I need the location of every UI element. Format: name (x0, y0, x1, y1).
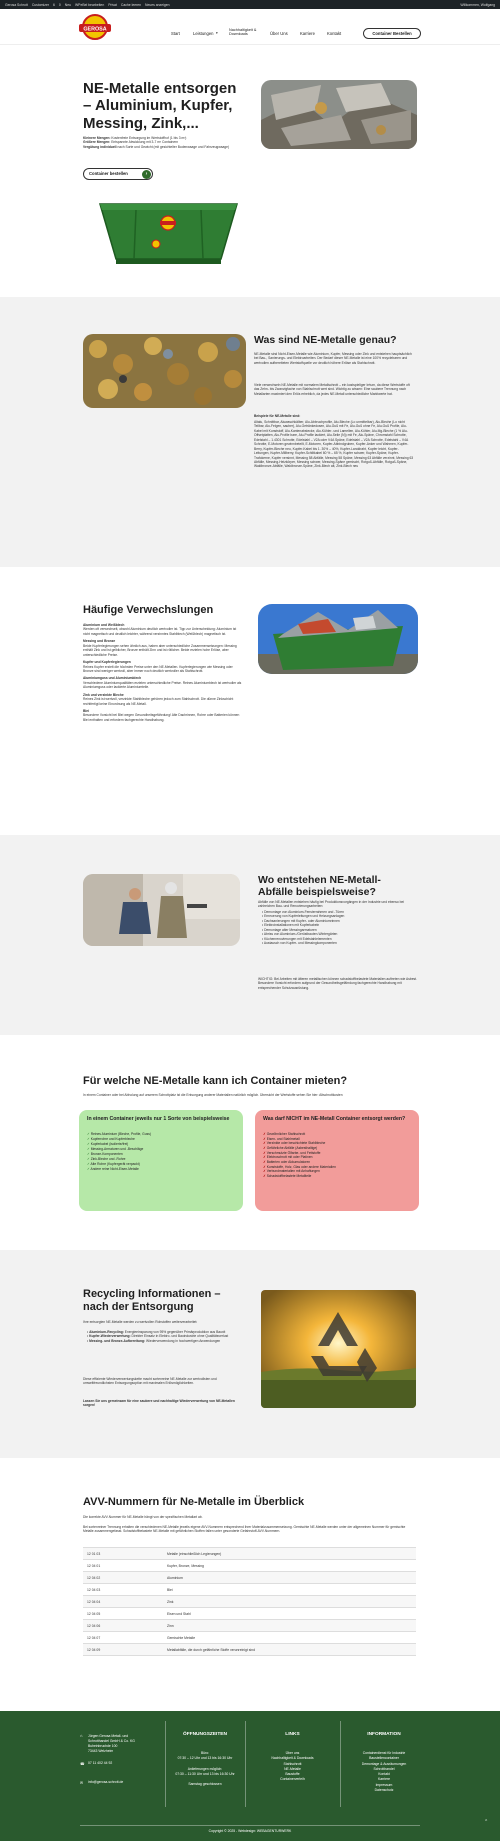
admin-greeting[interactable]: Willkommen, Wolfgang (460, 2, 495, 7)
hero-text: Kleinere Mengen: Kostenfreie Entsorgung im Wertstoffhof (1 bis 3 m³) Größere Mengen: Entspannte Abwicklung mit 3-7 m³ Containern Vergütung individuell nach Sorte und Gewicht (mit gesichtelter Bodenwaage und Fahrzeugwaage) (83, 136, 230, 149)
section-where-waste-occurs (0, 835, 500, 1035)
footer-link[interactable]: Datenschutz (374, 1787, 394, 1792)
section-6-title: Recycling Informationen – nach der Entsorgung (83, 1288, 221, 1313)
footer-email[interactable]: info@gerosa-schrott.de (88, 1780, 124, 1784)
hero-title: NE-Metalle entsorgen – Aluminium, Kupfer, Messing, Zink,... (83, 80, 237, 132)
footer-link[interactable]: Stahlschrott (283, 1761, 302, 1766)
check-icon: ✓ (87, 1161, 90, 1166)
footer-link[interactable]: Schrotthandel (373, 1766, 395, 1771)
cross-icon: ✗ (263, 1146, 266, 1151)
section-5-intro: In einem Container oder bei Abholung auf unserem Schrottplatz ist die Entsorgung anderer Materialien natürlich möglich. Übersicht der Wertstoffe sehen Sie hier: Altschrottkosten (83, 1093, 343, 1097)
section-recycling-info (0, 1250, 500, 1458)
forbidden-list: ✗ Gewöhnlicher Stahlschrott ✗ Eisen- und Stahlmetall ✗ Verzinkte oder beschichtete Stahlbleche ✗ Gefährliche Abfälle (Asbesthaltige) ✗ Verschmutzte Ölfarbe- und Fettstoffe ✗ Elektroschrott mit oder Platinen ✗ Batterien oder Akkumulatoren ✗ Kunststoffe, Holz, Glas oder andere Materialien ✗ Verbundmaterialien mit Anhaftungen ✗ Schadstoffbelastete Metallteile (263, 1132, 336, 1179)
footer-copyright: Copyright © 2025 - Webdesign: WEBAGENTURWERK (208, 1829, 292, 1833)
section-2-list-heading: Beispiele für NE-Metalle sind: (254, 414, 301, 418)
table-row: 12 04 01 Kupfer, Bronze, Messing (83, 1560, 416, 1572)
nav-leistungen[interactable]: Leistungen (193, 31, 214, 36)
section-what-are-ne-metals (0, 297, 500, 567)
footer-info-links (341, 1751, 427, 1793)
scroll-top-icon[interactable]: ⌃ (484, 1819, 489, 1825)
section-2-paragraph-2: Viele verwechseln NE-Metalle mit normalem Metallschrott – ein kostspieliger Irrtum, da diese Wertstoffe oft das Zehn- bis Zwanzigfache von Stahlschrott wert sind. Wichtig zu wissen: Eine saubere Trennung nach Metallarten maximiert den Erlös erheblich, da jedes NE-Metall unterschiedliche Marktwerte hat. (254, 383, 410, 396)
section-6-paragraph: Diese effiziente Wiederverwertungskette macht sortenreine NE-Metalle zur wertvollsten und umweltfreundlichsten Entsorgungsoption mit maximalen Erlösmöglichkeiten. (83, 1377, 217, 1386)
section-4-bullet-list: • Demontage von Aluminium-Fensterrahmen und -Türen • Erneuerung von Kupferleitungen und Heizungsanlagen • Dachsanierungen mit Kupfer- oder Aluminiumrinnen • Elektroinstallationen mit Kupferkabeln • Demontage alter Messingarmaturen • Abriss von Aluminium-/Gerüstbauten-Wintergärten • Küchenrenovierungen mit Edelstahlelementen • Austausch von Kupfer- und Messingkomponenten (262, 910, 345, 946)
section-7-title: AVV-Nummern für Ne-Metalle im Überblick (83, 1496, 305, 1508)
footer-rule (80, 1825, 420, 1826)
check-icon: ✓ (87, 1132, 90, 1136)
allowed-title: In einem Container jeweils nur 1 Sorte von beispielsweise (87, 1116, 230, 1122)
allowed-list: ✓ Reines Aluminium (Bleche, Profile, Guss) ✓ Kupferrohre und Kupferbleche ✓ Kupferkabel (isolierte/frei) ✓ Messing-Armaturen und -Beschläge ✓ Bronze-Komponenten ✓ Zink-Bleche und -Rohre ✓ Alte Rohre (Kupfergerät verpackt) ✓ Andere reine Nicht-Eisen-Metalle (87, 1132, 151, 1171)
forbidden-materials-box (255, 1110, 419, 1211)
brass-scrap-photo (83, 334, 246, 408)
cross-icon: ✗ (263, 1155, 266, 1160)
admin-item[interactable]: Neu (64, 2, 71, 7)
footer-info-title: INFORMATION (367, 1732, 401, 1737)
check-icon: ✓ (87, 1141, 90, 1146)
footer-link[interactable]: Über uns (285, 1751, 300, 1755)
section-2-title: Was sind NE-Metalle genau? (254, 334, 397, 346)
footer-phone[interactable]: 07 11 402 44 92 (88, 1761, 113, 1765)
table-row: 12 04 09 Metallabfälle, die durch gefährliche Stoffe verunreinigt sind (83, 1644, 416, 1656)
check-icon: ✓ (87, 1151, 90, 1156)
footer-link[interactable]: Containerverleih (280, 1777, 305, 1782)
cross-icon: ✗ (263, 1150, 266, 1155)
section-2-paragraph-1: NE-Metalle sind Nicht-Eisen-Metalle wie Aluminium, Kupfer, Messing oder Zink und entstehen hauptsächlich bei Bau-, Sanierungs- und Elektroarbeiten. Der Bedarf dieser NE-Metalle ist eine 100% recyclebaren und wertvollen aufbereiteten Wertstoffquelle vor deutlich höhere Erlöse als Stahlschrott. (254, 352, 412, 365)
section-6-bullet-list: • Aluminium-Recycling: Energieeinsparung von 95% gegenüber Primärproduktion aus Bauxit • Kupfer-Wiederverwertung: Direkter Einsatz in Elektro- und Baoindustrie ohne Qualitätsverlust • Messing- und Bronze-Aufbereitung: Wiederverwendung in hochwertigen Anwendungen (87, 1330, 229, 1343)
footer-links-title: LINKS (285, 1732, 300, 1737)
admin-item[interactable]: Gerosa Schrott (5, 2, 28, 7)
check-icon: ✓ (87, 1166, 90, 1171)
footer-links (246, 1751, 339, 1783)
table-row: 12 04 04 Zink (83, 1596, 416, 1608)
footer-link[interactable]: Baustoffe (285, 1772, 300, 1777)
footer-hours-title: ÖFFNUNGSZEITEN (183, 1732, 227, 1737)
nav-start[interactable]: Start (171, 31, 180, 36)
footer-link[interactable]: NE-Metalle (284, 1766, 301, 1771)
home-icon: ⌂ (80, 1733, 83, 1738)
nav-karriere[interactable]: Karriere (300, 31, 315, 36)
gerosa-logo[interactable] (77, 13, 113, 45)
admin-item[interactable]: WPeBel bearbeiten (74, 2, 105, 7)
allowed-materials-box (79, 1110, 243, 1211)
section-6-closing: Lassen Sie uns gemeinsam für eine saubere und nachhaltige Wiederverwertung von NE-Metallen sorgen! (83, 1399, 235, 1408)
nav-chevron-icon[interactable]: ▾ (216, 31, 218, 35)
section-4-title: Wo entstehen NE-Metall- Abfälle beispielsweise? (258, 874, 381, 899)
avv-table (83, 1547, 416, 1656)
section-3-title: Häufige Verwechslungen (83, 604, 214, 616)
confusion-list: Aluminium und Weißblech Werden oft verwechselt, obwohl Aluminium deutlich wertvoller ist. Tipp zur Unterscheidung: Aluminium ist nicht magnetisch und deutlich leichter, während verzinntes Stahlblech (Weißblech) magnetisch ist. Messing und Bronze Beide Kupferlegierungen sehen ähnlich aus, haben aber unterschiedliche Zusammensetzungen: Messing enthält Zink und ist gelblicher, Bronze enthält Zinn und ist rötlicher. Beide erzielen hohe Erlöse, aber unterschiedliche Preise. Kupfer und Kupferlegierungen Reines Kupfer erzielt die höchsten Preise unter den NE-Metallen. Kupferlegierungen wie Messing oder Bronze sind weniger wertvoll, aber immer noch deutlich wertvoller als Stahlschrott. Aluminiumguss und Aluminiumblech Verschiedene Aluminiumqualitäten erzielen unterschiedliche Preise. Reines Aluminiumblech ist wertvoller als Aluminiumguss oder lackierte Aluminiumteile. Zink und verzinkte Bleche Reines Zink ist wertvoll, verzinkte Stahlbleche gehören jedoch zum Stahlschrott. Die dünne Zinkschicht rechtfertigt keine Einordnung als NE-Metall. Blei Besondere Vorsicht bei Blei wegen Gesundheitsgefährdung! Alte Dachrinnen, Rohre oder Batterien können Blei enthalten und erfordern fachgerechte Handhabung. (83, 623, 242, 722)
table-row: 12 04 03 Blei (83, 1584, 416, 1596)
section-7-paragraph-1: Die korrekte AVV-Nummer für NE-Metalle hängt von der spezifischen Metallart ab. (83, 1515, 203, 1519)
footer-hours: Büro: 07:30 – 12 Uhr und 13 bis 16:30 Uhr Anlieferungen möglich: 07:30 – 11:30 Uhr und 13 bis 16:30 Uhr Samstag geschlossen (175, 1751, 235, 1787)
admin-item[interactable]: Neues anzeigen (145, 2, 170, 7)
check-icon: ✓ (87, 1156, 90, 1161)
cross-icon: ✗ (263, 1169, 266, 1174)
cross-icon: ✗ (263, 1136, 266, 1141)
check-icon: ✓ (87, 1146, 90, 1151)
arrow-right-icon: › (142, 170, 151, 179)
mail-icon: ✉ (80, 1781, 84, 1785)
cross-icon: ✗ (263, 1164, 266, 1169)
hero-scrap-photo (261, 80, 417, 149)
nav-kontakt[interactable]: Kontakt (327, 31, 342, 36)
footer-link[interactable]: Kontakt (378, 1772, 390, 1777)
check-icon: ✓ (87, 1136, 90, 1141)
table-row: 12 01 03 Metalle (einschließlich Legierungen) (83, 1548, 416, 1560)
admin-item[interactable]: Cache leeren (120, 2, 142, 7)
section-7-paragraph-2: Bei sortenreiner Trennung erhalten die verschiedenen NE-Metalle jeweils eigene AVV-Nummern entsprechend ihrer Materialzusammensetzung. Gemischte NE-Metalle werden unter der allgemeinen Nummer für gemischte Metalle zusammengefasst. Schadstoffbelastete NE-Metalle mit gefährlichen Stoffen fallen unter gesonderte Gefahrstoff-AVV-Nummern. (83, 1525, 406, 1534)
table-row: 12 04 05 Eisen und Stahl (83, 1608, 416, 1620)
cross-icon: ✗ (263, 1174, 266, 1179)
section-4-important-note: WICHTIG: Bei Arbeiten mit älteren metallischen können schadstoffbelastete Materialien auftreten wie Asbest. Besondere Vorsicht erfordern aufgrund der Gesundheitsgefährdung fachgerechte Handhabung mit entsprechender Schutzausrüstung. (258, 977, 418, 990)
footer-link[interactable]: Baustellencontainer (369, 1756, 399, 1761)
admin-item[interactable]: Customizer (31, 2, 49, 7)
hero-order-button[interactable]: Container bestellen › (83, 168, 153, 180)
cross-icon: ✗ (263, 1132, 266, 1136)
svg-text:GEROSA: GEROSA (83, 26, 107, 33)
footer-link[interactable]: Impressum (375, 1782, 393, 1787)
cross-icon: ✗ (263, 1160, 266, 1165)
admin-bar (0, 0, 500, 9)
phone-icon: ☎ (80, 1762, 85, 1766)
cross-icon: ✗ (263, 1141, 266, 1146)
section-6-intro: Ihre entsorgten NE-Metalle werden zu wertvollen Rohstoffen weiterverarbeitet: (83, 1320, 198, 1324)
forbidden-title: Was darf NICHT im NE-Metall Container entsorgt werden? (263, 1116, 406, 1122)
footer-link[interactable]: Nachhaltigkeit & Downloads (271, 1756, 314, 1761)
workers-demolition-photo (83, 874, 240, 946)
footer-link[interactable]: Demontage & Ausräumungen (361, 1761, 407, 1766)
table-row: 12 04 07 Gemischte Metalle (83, 1632, 416, 1644)
site-header (0, 9, 500, 45)
admin-item[interactable]: 6 (52, 2, 55, 7)
nav-nachhaltigkeit[interactable]: Nachhaltigkeit & Downloads (229, 28, 257, 36)
header-container-button[interactable]: Container Bestellen (363, 28, 421, 39)
footer-link[interactable]: Containerdienst für Industrie (362, 1751, 406, 1755)
footer-link[interactable]: Karriere (377, 1777, 391, 1782)
section-2-example-list: Altalu, Schnittbar, Aluwaschkälber, Alu-Abbruchprofile, Alu-Bleche (Lo unmittelbar), Alu-Bleche (Lo nicht Teilbar, Alu-Felgen, sauber), Alu-Getränkedosen, Alu-Guß mit Fe, Alu-Guß ohne Fe, Alu-Guß Profile, Alu-Kabel mit Kunststoff, Alu-Kantenabstecke, Alu-Kühler- und Lamellen, Alu-Kühler, Alu-Mg-Bleche (1 % Alu-Offsetplatten, Alu-Profile bare, Alu-Profile lackiert, Alu-Seile (N)) mit Fe, Alu-Späne, Chromstahl Schrotte, Edelstahl – 1.4301 Schrotte, Edelstahl – V2A oder V4A Späne, Edelstahl – V2A Schrotte, Edelstahl – V4A Schrotte, E-Motoren gewinnbeteilt, E-Motoren, Kupfer-Abbindgruben, Kupfer-Anker und Wahmen, Kupfer-Berry, Kupfer-Bleche neu, Kupfer-Kabel bis 1. 30% – 40%, Kupfer-Landdraht, Kupfer leicht, Kupfer-Leitungen, Kupfer-Millberry, Kupfer-Schiltkabel 60 % – 65 %, Kupfer schwer, Kupfer-Späne, Kupfer-Trafokerne, Kupfer versinnt, Messing 58 Abfälle, Messing 58 Späne, Messing 63 Abfälle verzinnt, Messing 63 Abfälle, Messing-Heizkörper, Messing schwer, Messing-Späne gemischt, Rotguß-Abfälle, Rotguß-Späne, Waldbronze-Abfälle, Waldbronze-Späne, Zink-Blech alt, Zink-Blech neu (254, 420, 414, 469)
table-row: 12 04 02 Aluminium (83, 1572, 416, 1584)
table-row: 12 04 06 Zinn (83, 1620, 416, 1632)
green-container-image (96, 196, 241, 267)
recycling-symbol-photo (261, 1290, 416, 1408)
nav-ueber-uns[interactable]: Über Uns (270, 31, 288, 36)
footer-company-address: Jürgen Gerosa Metall- und Schrotthandel GmbH & Co. KG Buheinbruchde 100 73443 Welzheim (88, 1734, 135, 1753)
admin-item[interactable]: Privat (108, 2, 117, 7)
admin-item[interactable]: 0 (58, 2, 61, 7)
section-4-intro: Abfälle von NE-Metallen entstehen häufig bei Produktionsvorgängen in der Industrie und ebenso bei zahlreichen Bau- und Renovierungsarbeiten: (258, 900, 405, 909)
section-5-title: Für welche NE-Metalle kann ich Container mieten? (83, 1075, 348, 1087)
container-scrap-photo (258, 604, 418, 674)
